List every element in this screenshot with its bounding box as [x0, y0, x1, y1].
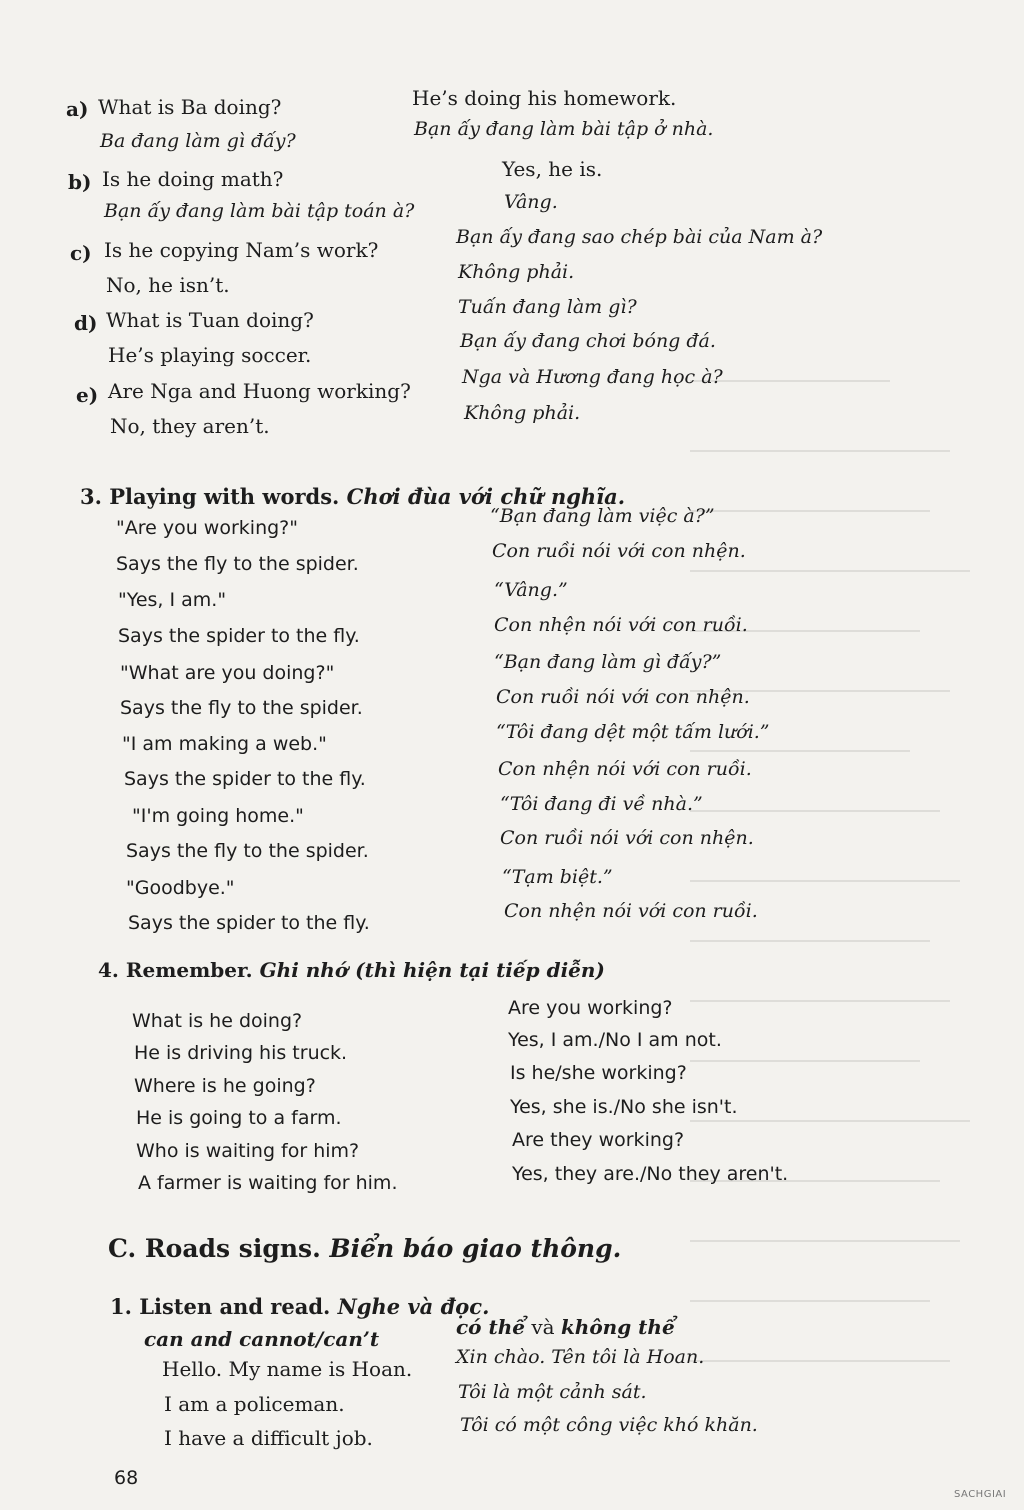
bleed-through-texture: [690, 360, 1020, 1420]
reading-line-en: I am a policeman.: [164, 1392, 345, 1416]
poem-line-en: "Yes, I am.": [118, 589, 227, 611]
question-e-vi: Nga và Hương đang học à?: [462, 366, 723, 388]
reading-line-en: I have a difficult job.: [164, 1426, 373, 1450]
reading-line-vi: Tôi có một công việc khó khăn.: [460, 1414, 758, 1436]
poem-line-vi: Con nhện nói với con ruồi.: [504, 900, 758, 922]
poem-line-vi: “Tạm biệt.”: [502, 866, 613, 888]
poem-line-en: "Goodbye.": [126, 877, 235, 899]
answer-b-vi: Vâng.: [504, 191, 558, 213]
poem-line-en: Says the spider to the fly.: [124, 768, 366, 790]
remember-right-line: Are you working?: [508, 997, 673, 1019]
remember-left-line: He is driving his truck.: [134, 1042, 348, 1064]
remember-left-line: A farmer is waiting for him.: [138, 1172, 398, 1194]
poem-line-vi: Con ruồi nói với con nhện.: [500, 827, 754, 849]
section-c-heading-vi: Biển báo giao thông.: [329, 1234, 622, 1263]
answer-c-vi: Không phải.: [458, 261, 575, 283]
item-label-b: b): [68, 170, 92, 194]
question-a-vi: Ba đang làm gì đấy?: [100, 130, 296, 152]
section-4-heading-en: 4. Remember.: [98, 958, 253, 982]
poem-line-vi: “Tôi đang dệt một tấm lưới.”: [496, 721, 770, 743]
answer-c: No, he isn’t.: [106, 273, 230, 297]
cannot-vi: không thể: [560, 1315, 675, 1339]
poem-line-en: "Are you working?": [116, 517, 298, 539]
remember-right-line: Yes, I am./No I am not.: [508, 1029, 722, 1051]
section-4-heading: [98, 958, 605, 982]
poem-line-en: "I am making a web.": [122, 733, 327, 755]
remember-left-line: Who is waiting for him?: [136, 1140, 360, 1162]
item-label-a: a): [66, 97, 89, 121]
sub-heading-listen-read-vi: Nghe và đọc.: [337, 1294, 490, 1319]
question-d-vi: Tuấn đang làm gì?: [458, 296, 637, 318]
poem-line-vi: Con nhện nói với con ruồi.: [498, 758, 752, 780]
poem-line-vi: “Bạn đang làm việc à?”: [490, 505, 715, 527]
question-a: What is Ba doing?: [98, 95, 282, 119]
remember-left-line: He is going to a farm.: [136, 1107, 342, 1129]
answer-e-vi: Không phải.: [464, 402, 581, 424]
answer-a: He’s doing his homework.: [412, 86, 677, 110]
reading-line-vi: Tôi là một cảnh sát.: [458, 1381, 647, 1403]
answer-a-vi: Bạn ấy đang làm bài tập ở nhà.: [414, 118, 714, 140]
question-d: What is Tuan doing?: [106, 308, 314, 332]
remember-right-line: Are they working?: [512, 1129, 685, 1151]
poem-line-vi: Con nhện nói với con ruồi.: [494, 614, 748, 636]
reading-line-en: Hello. My name is Hoan.: [162, 1357, 413, 1381]
section-c-heading: [108, 1234, 621, 1263]
page-number: 68: [114, 1467, 139, 1489]
watermark-logo: SACHGIAI: [954, 1489, 1007, 1500]
question-b-vi: Bạn ấy đang làm bài tập toán à?: [104, 200, 415, 222]
remember-right-line: Is he/she working?: [510, 1062, 687, 1084]
poem-line-vi: Con ruồi nói với con nhện.: [492, 540, 746, 562]
answer-d: He’s playing soccer.: [108, 343, 312, 367]
question-c: Is he copying Nam’s work?: [104, 238, 379, 262]
poem-line-vi: “Bạn đang làm gì đấy?”: [494, 651, 722, 673]
item-label-e: e): [76, 383, 99, 407]
poem-line-vi: Con ruồi nói với con nhện.: [496, 686, 750, 708]
poem-line-en: "I'm going home.": [132, 805, 304, 827]
answer-b: Yes, he is.: [502, 157, 603, 181]
poem-line-vi: “Vâng.”: [494, 579, 568, 601]
sub-heading-listen-read-en: 1. Listen and read.: [110, 1294, 331, 1319]
poem-line-en: Says the spider to the fly.: [118, 625, 360, 647]
section-4-heading-vi: Ghi nhớ (thì hiện tại tiếp diễn): [259, 958, 605, 982]
sub-heading-listen-read: [110, 1294, 489, 1319]
poem-line-en: Says the spider to the fly.: [128, 912, 370, 934]
answer-e: No, they aren’t.: [110, 414, 270, 438]
poem-line-en: Says the fly to the spider.: [116, 553, 359, 575]
item-label-c: c): [70, 241, 92, 265]
poem-line-vi: “Tôi đang đi về nhà.”: [500, 793, 703, 815]
question-e: Are Nga and Huong working?: [108, 379, 411, 403]
section-c-heading-en: C. Roads signs.: [108, 1234, 321, 1263]
question-c-vi: Bạn ấy đang sao chép bài của Nam à?: [456, 226, 823, 248]
can-vi: có thể: [456, 1315, 525, 1339]
poem-line-en: Says the fly to the spider.: [126, 840, 369, 862]
remember-left-line: What is he doing?: [132, 1010, 303, 1032]
section-3-heading-vi: Chơi đùa với chữ nghĩa.: [346, 484, 626, 509]
can-cannot-title: can and cannot/can’t: [144, 1327, 380, 1351]
remember-right-line: Yes, they are./No they aren't.: [512, 1163, 789, 1185]
can-cannot-title-vi: [456, 1315, 675, 1339]
remember-left-line: Where is he going?: [134, 1075, 316, 1097]
reading-line-vi: Xin chào. Tên tôi là Hoan.: [456, 1346, 705, 1368]
remember-right-line: Yes, she is./No she isn't.: [510, 1096, 738, 1118]
poem-line-en: Says the fly to the spider.: [120, 697, 363, 719]
question-b: Is he doing math?: [102, 167, 284, 191]
item-label-d: d): [74, 311, 98, 335]
answer-d-vi: Bạn ấy đang chơi bóng đá.: [460, 330, 716, 352]
poem-line-en: "What are you doing?": [120, 662, 335, 684]
and-vi: và: [531, 1315, 555, 1339]
section-3-heading-en: 3. Playing with words.: [80, 484, 340, 509]
